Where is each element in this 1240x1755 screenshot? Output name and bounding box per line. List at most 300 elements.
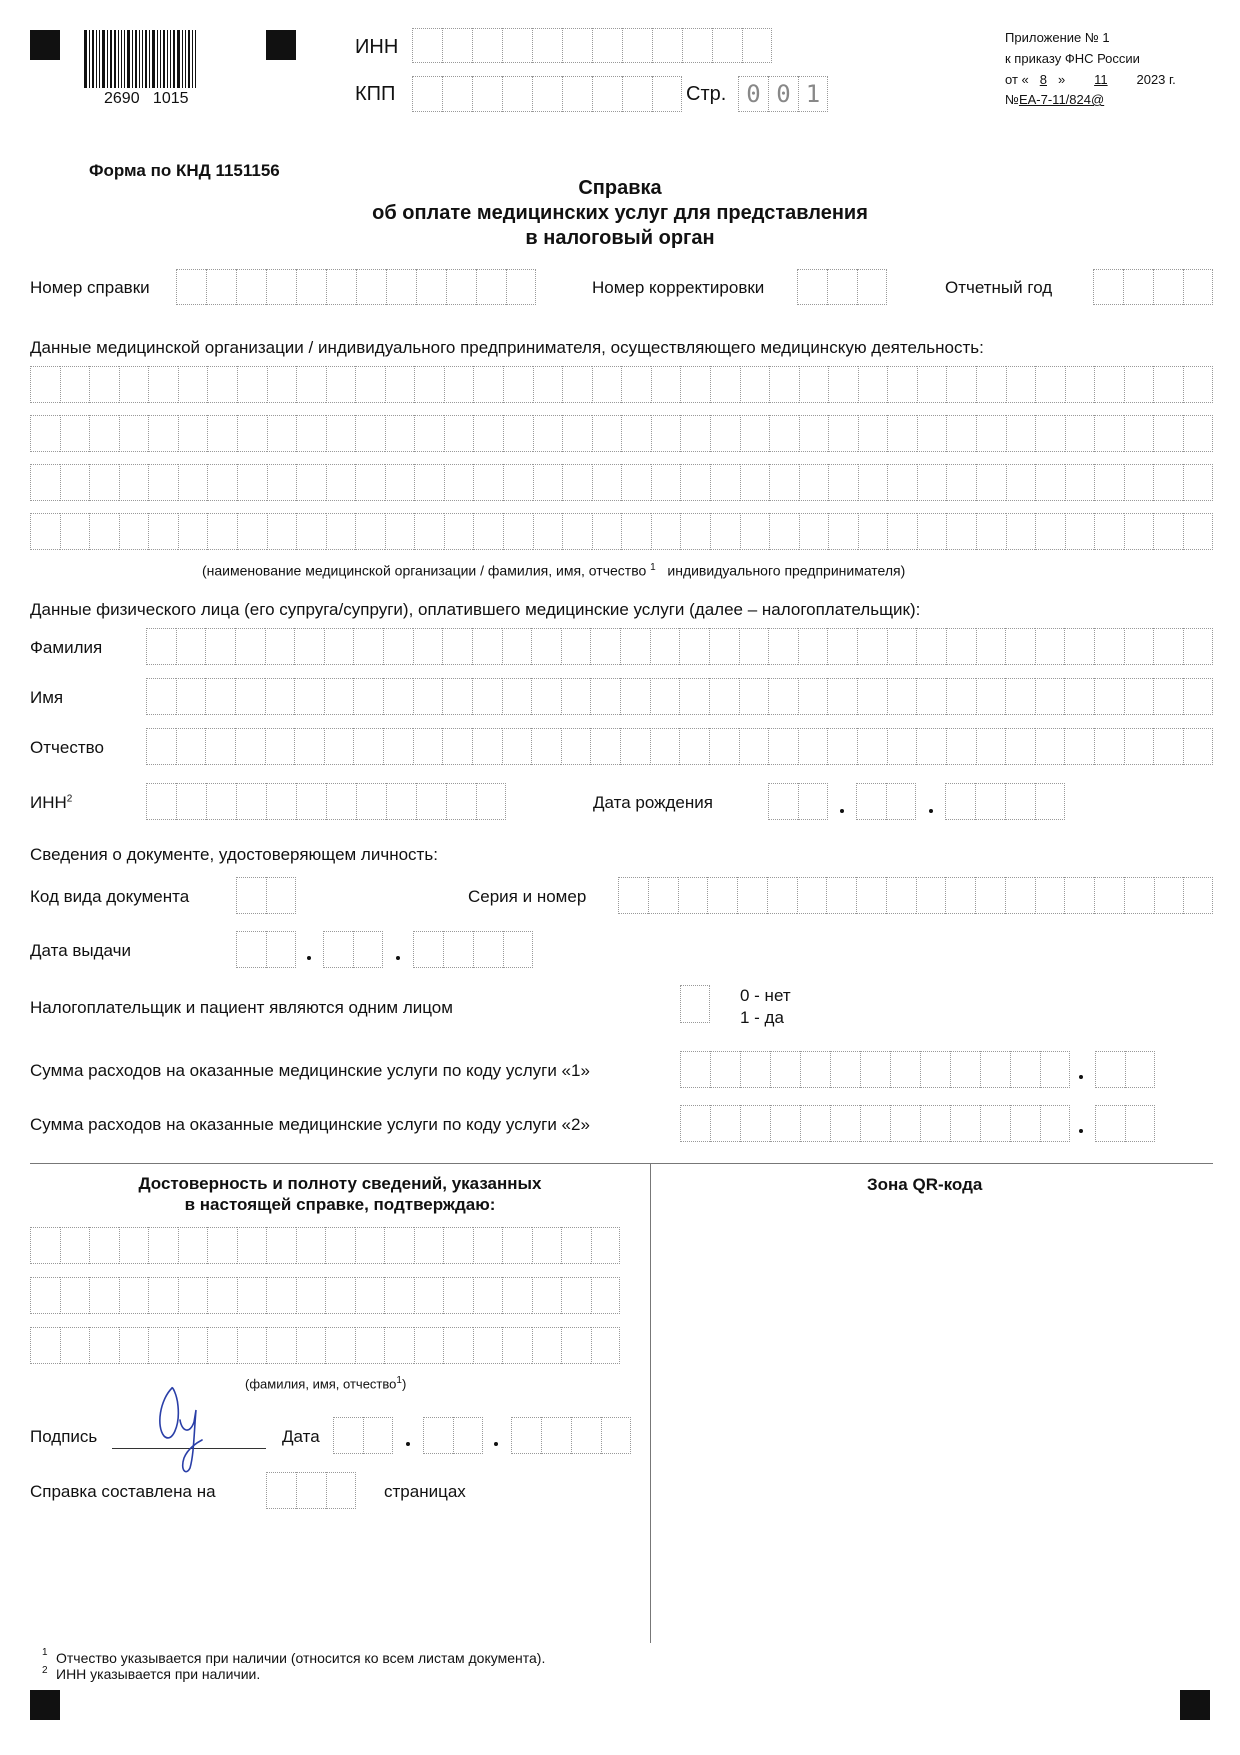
input-cell[interactable] [119, 1227, 149, 1264]
input-cell[interactable] [412, 28, 442, 63]
input-cell[interactable] [1035, 628, 1065, 665]
input-cell[interactable] [146, 728, 176, 765]
input-cell[interactable] [353, 678, 383, 715]
input-cell[interactable] [1065, 513, 1095, 550]
input-cell[interactable] [920, 1105, 950, 1142]
input-cell[interactable] [355, 1277, 385, 1314]
input-cell[interactable] [89, 1277, 119, 1314]
input-cell[interactable] [413, 628, 443, 665]
input-cell[interactable] [710, 366, 740, 403]
input-cell[interactable] [236, 931, 266, 968]
input-cell[interactable] [119, 1327, 149, 1364]
input-cell[interactable] [443, 1227, 473, 1264]
input-cell[interactable] [1125, 1105, 1155, 1142]
input-cell[interactable] [502, 628, 532, 665]
input-cell[interactable] [503, 513, 533, 550]
header-kpp-cells[interactable] [412, 76, 682, 112]
input-cell[interactable] [679, 628, 709, 665]
input-cell[interactable] [975, 783, 1005, 820]
input-cell[interactable] [442, 678, 472, 715]
input-cell[interactable] [797, 269, 827, 305]
input-cell[interactable] [680, 985, 710, 1023]
input-cell[interactable] [768, 628, 798, 665]
input-cell[interactable] [621, 366, 651, 403]
input-cell[interactable] [414, 366, 444, 403]
input-cell[interactable] [562, 415, 592, 452]
input-cell[interactable] [710, 415, 740, 452]
input-cell[interactable] [621, 464, 651, 501]
series-cells[interactable] [618, 877, 1213, 914]
input-cell[interactable] [472, 28, 502, 63]
doc-code-cells[interactable] [236, 877, 296, 914]
input-cell[interactable] [916, 678, 946, 715]
input-cell[interactable] [946, 513, 976, 550]
sign-month-cells[interactable] [423, 1417, 483, 1454]
input-cell[interactable] [976, 513, 1006, 550]
input-cell[interactable] [1154, 877, 1184, 914]
input-cell[interactable] [856, 783, 886, 820]
input-cell[interactable] [799, 464, 829, 501]
input-cell[interactable] [1005, 628, 1035, 665]
input-cell[interactable] [800, 1105, 830, 1142]
input-cell[interactable] [800, 1051, 830, 1088]
input-cell[interactable] [591, 1327, 621, 1364]
input-cell[interactable] [267, 513, 297, 550]
input-cell[interactable] [828, 513, 858, 550]
input-cell[interactable] [265, 728, 295, 765]
signer-name-row-2[interactable] [30, 1277, 620, 1314]
input-cell[interactable] [1183, 728, 1213, 765]
input-cell[interactable] [146, 678, 176, 715]
input-cell[interactable] [267, 366, 297, 403]
input-cell[interactable] [887, 628, 917, 665]
input-cell[interactable] [976, 464, 1006, 501]
input-cell[interactable] [1124, 415, 1154, 452]
input-cell[interactable] [590, 628, 620, 665]
input-cell[interactable] [830, 1105, 860, 1142]
input-cell[interactable] [1124, 628, 1154, 665]
input-cell[interactable] [827, 678, 857, 715]
input-cell[interactable] [1153, 366, 1183, 403]
input-cell[interactable] [207, 464, 237, 501]
input-cell[interactable] [444, 464, 474, 501]
input-cell[interactable] [976, 678, 1006, 715]
input-cell[interactable] [296, 513, 326, 550]
input-cell[interactable] [916, 877, 946, 914]
input-cell[interactable] [267, 464, 297, 501]
input-cell[interactable] [561, 628, 591, 665]
input-cell[interactable] [532, 1327, 562, 1364]
input-cell[interactable] [1183, 415, 1213, 452]
input-cell[interactable] [798, 628, 828, 665]
input-cell[interactable] [680, 415, 710, 452]
input-cell[interactable] [946, 464, 976, 501]
input-cell[interactable] [533, 464, 563, 501]
input-cell[interactable] [414, 1277, 444, 1314]
input-cell[interactable] [444, 366, 474, 403]
input-cell[interactable] [472, 728, 502, 765]
input-cell[interactable] [1035, 464, 1065, 501]
input-cell[interactable] [353, 931, 383, 968]
input-cell[interactable] [1124, 728, 1154, 765]
input-cell[interactable] [235, 728, 265, 765]
input-cell[interactable] [119, 464, 149, 501]
input-cell[interactable] [857, 728, 887, 765]
input-cell[interactable] [148, 1277, 178, 1314]
input-cell[interactable] [621, 415, 651, 452]
input-cell[interactable] [178, 513, 208, 550]
input-cell[interactable] [416, 783, 446, 820]
input-cell[interactable] [267, 415, 297, 452]
input-cell[interactable] [1094, 728, 1124, 765]
input-cell[interactable] [827, 728, 857, 765]
input-cell[interactable] [472, 628, 502, 665]
input-cell[interactable] [237, 1227, 267, 1264]
input-cell[interactable] [326, 366, 356, 403]
input-cell[interactable] [384, 1327, 414, 1364]
input-cell[interactable] [945, 783, 975, 820]
input-cell[interactable] [472, 76, 502, 112]
input-cell[interactable] [742, 28, 772, 63]
input-cell[interactable] [1094, 415, 1124, 452]
input-cell[interactable] [1153, 728, 1183, 765]
input-cell[interactable] [326, 783, 356, 820]
sign-day-cells[interactable] [333, 1417, 393, 1454]
input-cell[interactable] [237, 366, 267, 403]
input-cell[interactable] [30, 366, 60, 403]
input-cell[interactable] [148, 1227, 178, 1264]
input-cell[interactable] [146, 783, 176, 820]
input-cell[interactable] [828, 415, 858, 452]
input-cell[interactable] [946, 415, 976, 452]
input-cell[interactable] [266, 877, 296, 914]
input-cell[interactable] [60, 464, 90, 501]
input-cell[interactable] [503, 415, 533, 452]
input-cell[interactable] [946, 366, 976, 403]
input-cell[interactable] [797, 877, 827, 914]
input-cell[interactable] [89, 415, 119, 452]
input-cell[interactable] [858, 464, 888, 501]
input-cell[interactable] [1123, 269, 1153, 305]
input-cell[interactable] [383, 728, 413, 765]
sign-year-cells[interactable] [511, 1417, 631, 1454]
input-cell[interactable] [740, 1105, 770, 1142]
input-cell[interactable] [1006, 366, 1036, 403]
input-cell[interactable] [622, 28, 652, 63]
input-cell[interactable] [561, 1277, 591, 1314]
input-cell[interactable] [592, 464, 622, 501]
input-cell[interactable] [502, 1327, 532, 1364]
input-cell[interactable] [453, 1417, 483, 1454]
input-cell[interactable] [1124, 678, 1154, 715]
input-cell[interactable] [325, 1277, 355, 1314]
input-cell[interactable] [767, 877, 797, 914]
input-cell[interactable] [207, 415, 237, 452]
sum1-rubles-cells[interactable] [680, 1051, 1070, 1088]
input-cell[interactable] [533, 415, 563, 452]
input-cell[interactable] [858, 513, 888, 550]
input-cell[interactable] [590, 678, 620, 715]
input-cell[interactable] [1035, 728, 1065, 765]
input-cell[interactable] [768, 783, 798, 820]
input-cell[interactable] [446, 783, 476, 820]
input-cell[interactable] [561, 1327, 591, 1364]
input-cell[interactable] [444, 513, 474, 550]
input-cell[interactable] [1005, 728, 1035, 765]
input-cell[interactable] [176, 678, 206, 715]
input-cell[interactable] [532, 76, 562, 112]
input-cell[interactable] [442, 76, 472, 112]
input-cell[interactable] [770, 1105, 800, 1142]
input-cell[interactable] [975, 877, 1005, 914]
input-cell[interactable] [571, 1417, 601, 1454]
input-cell[interactable] [413, 678, 443, 715]
input-cell[interactable] [1064, 628, 1094, 665]
input-cell[interactable] [503, 366, 533, 403]
input-cell[interactable] [148, 415, 178, 452]
signer-name-row-3[interactable] [30, 1327, 620, 1364]
input-cell[interactable] [413, 728, 443, 765]
input-cell[interactable] [237, 1327, 267, 1364]
input-cell[interactable] [1010, 1105, 1040, 1142]
input-cell[interactable] [30, 415, 60, 452]
surname-cells[interactable] [146, 628, 1213, 665]
input-cell[interactable] [860, 1051, 890, 1088]
input-cell[interactable] [326, 1472, 356, 1509]
input-cell[interactable] [946, 678, 976, 715]
input-cell[interactable] [740, 366, 770, 403]
input-cell[interactable] [917, 366, 947, 403]
input-cell[interactable] [1153, 513, 1183, 550]
input-cell[interactable] [769, 415, 799, 452]
input-cell[interactable] [205, 728, 235, 765]
input-cell[interactable] [473, 931, 503, 968]
input-cell[interactable] [1153, 269, 1183, 305]
input-cell[interactable] [828, 464, 858, 501]
input-cell[interactable] [591, 1227, 621, 1264]
input-cell[interactable] [266, 1227, 296, 1264]
input-cell[interactable] [1035, 415, 1065, 452]
input-cell[interactable] [119, 415, 149, 452]
input-cell[interactable] [176, 269, 206, 305]
input-cell[interactable] [237, 513, 267, 550]
input-cell[interactable] [30, 464, 60, 501]
input-cell[interactable] [1040, 1051, 1070, 1088]
input-cell[interactable] [178, 464, 208, 501]
input-cell[interactable] [950, 1051, 980, 1088]
input-cell[interactable] [710, 1051, 740, 1088]
input-cell[interactable] [976, 628, 1006, 665]
input-cell[interactable] [1006, 415, 1036, 452]
input-cell[interactable] [533, 366, 563, 403]
input-cell[interactable] [89, 1327, 119, 1364]
input-cell[interactable] [30, 1277, 60, 1314]
input-cell[interactable] [860, 1105, 890, 1142]
input-cell[interactable] [502, 1227, 532, 1264]
input-cell[interactable] [562, 513, 592, 550]
input-cell[interactable] [266, 783, 296, 820]
input-cell[interactable] [1005, 783, 1035, 820]
input-cell[interactable] [710, 1105, 740, 1142]
input-cell[interactable] [533, 513, 563, 550]
input-cell[interactable] [1094, 366, 1124, 403]
input-cell[interactable] [1094, 513, 1124, 550]
input-cell[interactable] [60, 513, 90, 550]
input-cell[interactable] [1124, 464, 1154, 501]
input-cell[interactable] [266, 269, 296, 305]
input-cell[interactable] [325, 1327, 355, 1364]
input-cell[interactable] [890, 1105, 920, 1142]
input-cell[interactable] [386, 269, 416, 305]
input-cell[interactable] [205, 628, 235, 665]
input-cell[interactable] [296, 366, 326, 403]
payer-inn-cells[interactable] [146, 783, 506, 820]
input-cell[interactable] [148, 513, 178, 550]
input-cell[interactable] [562, 366, 592, 403]
org-name-row-4[interactable] [30, 513, 1213, 550]
input-cell[interactable] [976, 415, 1006, 452]
input-cell[interactable] [236, 269, 266, 305]
input-cell[interactable] [294, 678, 324, 715]
input-cell[interactable] [236, 783, 266, 820]
input-cell[interactable] [1093, 269, 1123, 305]
input-cell[interactable] [385, 415, 415, 452]
input-cell[interactable] [799, 366, 829, 403]
input-cell[interactable] [739, 728, 769, 765]
year-cells[interactable] [1093, 269, 1213, 305]
input-cell[interactable] [857, 628, 887, 665]
input-cell[interactable] [857, 269, 887, 305]
input-cell[interactable] [532, 28, 562, 63]
input-cell[interactable] [651, 366, 681, 403]
input-cell[interactable] [442, 728, 472, 765]
input-cell[interactable] [502, 76, 532, 112]
name-cells[interactable] [146, 678, 1213, 715]
input-cell[interactable] [1124, 513, 1154, 550]
input-cell[interactable] [886, 877, 916, 914]
input-cell[interactable] [1095, 1051, 1125, 1088]
input-cell[interactable] [1035, 783, 1065, 820]
input-cell[interactable] [265, 678, 295, 715]
input-cell[interactable] [473, 1227, 503, 1264]
input-cell[interactable] [827, 269, 857, 305]
input-cell[interactable] [682, 28, 712, 63]
input-cell[interactable] [828, 366, 858, 403]
input-cell[interactable] [1064, 877, 1094, 914]
input-cell[interactable] [472, 678, 502, 715]
input-cell[interactable] [648, 877, 678, 914]
input-cell[interactable] [562, 28, 592, 63]
input-cell[interactable] [178, 1277, 208, 1314]
input-cell[interactable] [887, 366, 917, 403]
input-cell[interactable] [1065, 366, 1095, 403]
input-cell[interactable] [60, 1227, 90, 1264]
input-cell[interactable] [414, 464, 444, 501]
input-cell[interactable] [769, 513, 799, 550]
input-cell[interactable] [740, 464, 770, 501]
input-cell[interactable] [886, 783, 916, 820]
input-cell[interactable] [531, 628, 561, 665]
input-cell[interactable] [1035, 877, 1065, 914]
input-cell[interactable] [1035, 366, 1065, 403]
input-cell[interactable] [740, 415, 770, 452]
input-cell[interactable] [917, 464, 947, 501]
input-cell[interactable] [1094, 464, 1124, 501]
input-cell[interactable] [1064, 678, 1094, 715]
input-cell[interactable] [620, 628, 650, 665]
input-cell[interactable] [650, 678, 680, 715]
sum2-rubles-cells[interactable] [680, 1105, 1070, 1142]
input-cell[interactable] [384, 1227, 414, 1264]
input-cell[interactable] [916, 728, 946, 765]
input-cell[interactable] [511, 1417, 541, 1454]
input-cell[interactable] [356, 783, 386, 820]
input-cell[interactable] [473, 513, 503, 550]
input-cell[interactable] [650, 728, 680, 765]
input-cell[interactable] [296, 1327, 326, 1364]
input-cell[interactable] [739, 678, 769, 715]
input-cell[interactable] [119, 513, 149, 550]
input-cell[interactable] [355, 1227, 385, 1264]
input-cell[interactable] [296, 783, 326, 820]
input-cell[interactable] [651, 415, 681, 452]
input-cell[interactable] [296, 1227, 326, 1264]
input-cell[interactable] [1035, 513, 1065, 550]
input-cell[interactable] [976, 728, 1006, 765]
input-cell[interactable] [541, 1417, 571, 1454]
input-cell[interactable] [652, 76, 682, 112]
input-cell[interactable] [678, 877, 708, 914]
input-cell[interactable] [679, 678, 709, 715]
input-cell[interactable] [294, 728, 324, 765]
input-cell[interactable] [562, 464, 592, 501]
input-cell[interactable] [601, 1417, 631, 1454]
input-cell[interactable] [1095, 1105, 1125, 1142]
input-cell[interactable] [502, 678, 532, 715]
input-cell[interactable] [592, 366, 622, 403]
input-cell[interactable] [356, 269, 386, 305]
sum1-kopecks-cells[interactable] [1095, 1051, 1155, 1088]
input-cell[interactable] [620, 728, 650, 765]
input-cell[interactable] [443, 1327, 473, 1364]
input-cell[interactable] [442, 28, 472, 63]
input-cell[interactable] [89, 366, 119, 403]
input-cell[interactable] [798, 728, 828, 765]
input-cell[interactable] [887, 728, 917, 765]
input-cell[interactable] [60, 1277, 90, 1314]
input-cell[interactable] [414, 415, 444, 452]
input-cell[interactable] [561, 728, 591, 765]
input-cell[interactable] [887, 513, 917, 550]
input-cell[interactable] [1183, 366, 1213, 403]
input-cell[interactable] [709, 728, 739, 765]
input-cell[interactable] [60, 1327, 90, 1364]
input-cell[interactable] [592, 513, 622, 550]
input-cell[interactable] [1153, 464, 1183, 501]
input-cell[interactable] [680, 1051, 710, 1088]
input-cell[interactable] [353, 728, 383, 765]
input-cell[interactable] [740, 1051, 770, 1088]
input-cell[interactable] [355, 415, 385, 452]
input-cell[interactable] [353, 628, 383, 665]
input-cell[interactable] [207, 1277, 237, 1314]
input-cell[interactable] [618, 877, 648, 914]
input-cell[interactable] [561, 678, 591, 715]
input-cell[interactable] [473, 1277, 503, 1314]
input-cell[interactable] [178, 415, 208, 452]
input-cell[interactable] [178, 1227, 208, 1264]
input-cell[interactable] [60, 366, 90, 403]
